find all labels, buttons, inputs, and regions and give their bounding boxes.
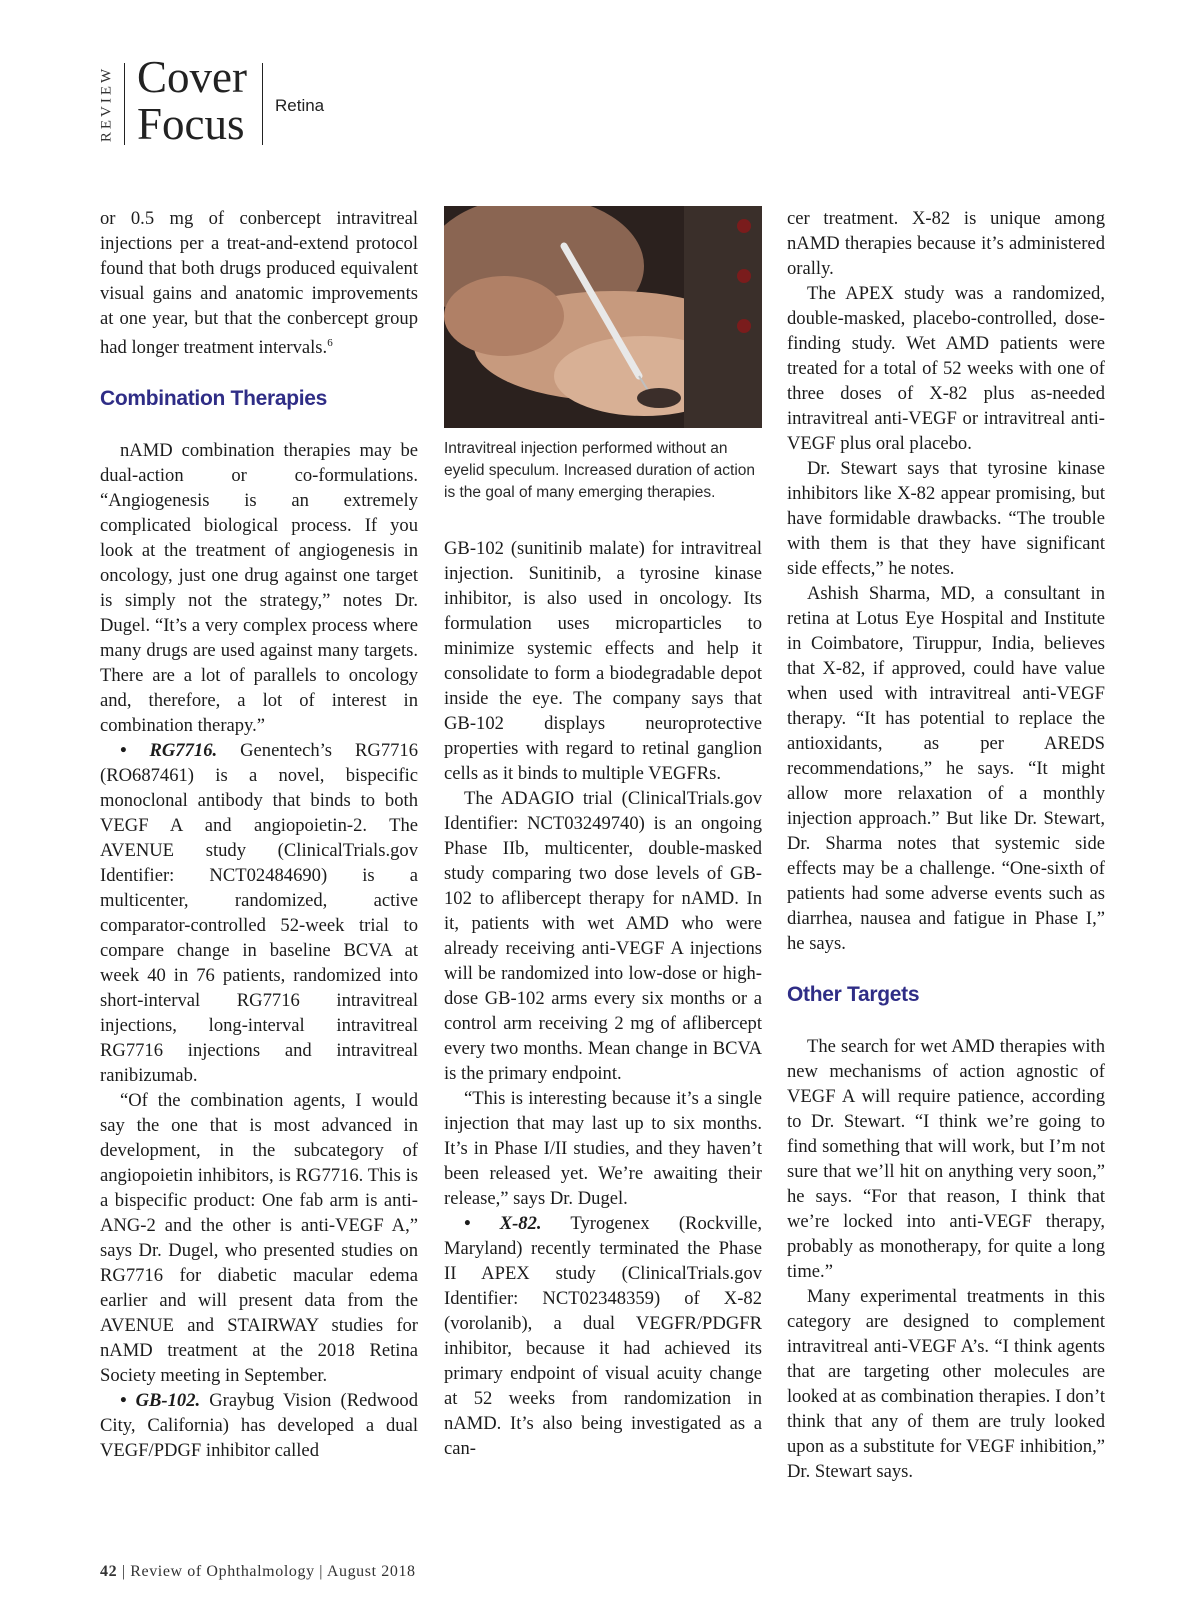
paragraph <box>100 738 418 1088</box>
photo-caption: Intravitreal injection performed without an eyelid speculum. Increased duration of action is the goal of many emerging therapies. <box>444 440 756 501</box>
paragraph-text: Graybug Vision (Redwood City, California) has developed a dual VEGF/PDGF inhibitor called <box>100 1390 418 1462</box>
footer-separator: | <box>121 1563 126 1580</box>
paragraph-text: or 0.5 mg of conbercept intravitreal injections per a treat-and-extend protocol found that both drugs produced equivalent visual gains and anatomic improvements at one year, but that the conbercept group had longer treatment intervals. <box>100 208 418 359</box>
paragraph <box>444 1211 762 1461</box>
photo-illustration <box>444 206 762 428</box>
paragraph-text: Genentech’s RG7716 (RO687461) is a novel, bispecific monoclonal antibody that binds to both VEGF A and angiopoietin-2. The AVENUE study (ClinicalTrials.gov Identifier: NCT02484690) is a multicenter, randomized, active comparator-controlled 52-week trial to compare change in baseline BCVA at week 40 in 76 patients, randomized into short-interval RG7716 intravitreal injections, long-interval intravitreal RG7716 injections and intravitreal ranibizumab. <box>100 740 419 1087</box>
cover-title: Cover <box>137 52 247 102</box>
injection-photo <box>444 206 762 428</box>
paragraph: cer treatment. X-82 is unique among nAMD therapies because it’s administered orally. <box>787 208 1105 279</box>
footnote-ref: 6 <box>327 337 333 349</box>
bullet-label: • X-82. <box>464 1213 542 1234</box>
footer-separator: | <box>319 1563 324 1580</box>
bullet-label: • RG7716. <box>120 740 218 762</box>
issue-date: August 2018 <box>326 1563 416 1580</box>
paragraph: The APEX study was a randomized, double-masked, placebo-controlled, dose-finding study. Wet AMD patients were treated for a total of 52 weeks with one of three doses of X-82 plus as-needed intravitreal anti-VEGF or intravitreal anti-VEGF plus oral placebo. <box>787 283 1105 454</box>
review-label <box>96 62 118 146</box>
page-footer <box>100 1563 416 1581</box>
paragraph: nAMD combination therapies may be dual-action or co-formulations. “Angiogenesis is an extremely complicated biological process. If you look at the treatment of angiogenesis in oncology, just one drug against one target is simply not the strategy,” notes Dr. Dugel. “It’s a very complex process where many drugs are used against many targets. There are a lot of parallels to oncology and, therefore, a lot of interest in combination therapy.” <box>100 440 418 737</box>
paragraph: Ashish Sharma, MD, a consultant in retina at Lotus Eye Hospital and Institute in Coimbatore, Tiruppur, India, believes that X-82, if approved, could have value when used with intravitreal anti-VEGF therapy. “It has potential to replace the antioxidants, as per AREDS recommendations,” he says. “It might allow more relaxation of a monthly injection approach.” But like Dr. Stewart, Dr. Sharma notes that systemic side effects may be a challenge. “One-sixth of patients had some adverse events such as diarrhea, nausea and fatigue in Phase I,” he says. <box>787 583 1105 954</box>
bullet-label: • GB-102. <box>120 1390 201 1412</box>
column-3 <box>787 206 1105 1484</box>
magazine-name: Review of Ophthalmology <box>130 1563 315 1580</box>
section-heading: Combination Therapies <box>100 387 328 411</box>
paragraph <box>100 1388 418 1463</box>
paragraph: Dr. Stewart says that tyrosine kinase inhibitors like X-82 appear promising, but have formidable drawbacks. “The trouble with them is that they have significant side effects,” he notes. <box>787 458 1105 579</box>
paragraph: Many experimental treatments in this category are designed to complement intravitreal anti-VEGF A’s. “I think agents that are targeting other molecules are looked at as combination therapies. I don’t think that any of them are truly looked upon as a substitute for VEGF inhibition,” Dr. Stewart says. <box>787 1286 1105 1482</box>
section-label: Retina <box>275 96 325 115</box>
paragraph-text: Tyrogenex (Rockville, Maryland) recently terminated the Phase II APEX study (ClinicalTrials.gov Identifier: NCT02348359) of X-82 (vorolanib), a dual VEGFR/PDGFR inhibitor, because it had achieved its primary endpoint of visual acuity change at 52 weeks from randomization in nAMD. It’s also being investigated as a can- <box>444 1213 762 1459</box>
column-1 <box>100 206 418 1463</box>
paragraph: GB-102 (sunitinib malate) for intravitreal injection. Sunitinib, a tyrosine kinase inhibitor, is also used in oncology. Its formulation uses microparticles to minimize systemic effects and help it consolidate to form a biodegradable depot inside the eye. The company says that GB-102 displays neuroprotective properties with regard to retinal ganglion cells as it binds to multiple VEGFRs. <box>444 538 762 784</box>
page-number: 42 <box>100 1563 118 1580</box>
header-divider <box>124 63 125 145</box>
focus-title: Focus <box>137 99 245 149</box>
paragraph <box>100 206 418 360</box>
paragraph: “Of the combination agents, I would say the one that is most advanced in development, in the subcategory of angiopoietin inhibitors, is RG7716. This is a bispecific product: One fab arm is anti-ANG-2 and the other is anti-VEGF A,” says Dr. Dugel, who presented studies on RG7716 for diabetic macular edema earlier and will present data from the AVENUE and STAIRWAY studies for nAMD treatment at the 2018 Retina Society meeting in September. <box>100 1090 418 1387</box>
paragraph: The search for wet AMD therapies with new mechanisms of action agnostic of VEGF A will require patience, according to Dr. Stewart. “I think we’re going to find something that will work, but I’m not sure that we’ll hit on anything very soon,” he says. “For that reason, I think that we’re locked into anti-VEGF therapy, probably as monotherapy, for quite a long time.” <box>787 1036 1105 1282</box>
paragraph: The ADAGIO trial (ClinicalTrials.gov Identifier: NCT03249740) is an ongoing Phase IIb, multicenter, double-masked study comparing two dose levels of GB-102 to aflibercept therapy for nAMD. In it, patients with wet AMD who were already receiving anti-VEGF A injections will be randomized into low-dose or high-dose GB-102 arms every six months or a control arm receiving 2 mg of aflibercept every two months. Mean change in BCVA is the primary endpoint. <box>444 788 762 1084</box>
paragraph: “This is interesting because it’s a single injection that may last up to six months. It’s in Phase I/II studies, and they haven’t been released yet. We’re awaiting their release,” says Dr. Dugel. <box>444 1088 762 1209</box>
column-2 <box>444 206 762 1461</box>
review-text: REVIEW <box>98 65 115 143</box>
section-heading: Other Targets <box>787 983 920 1006</box>
header-divider <box>262 63 263 145</box>
